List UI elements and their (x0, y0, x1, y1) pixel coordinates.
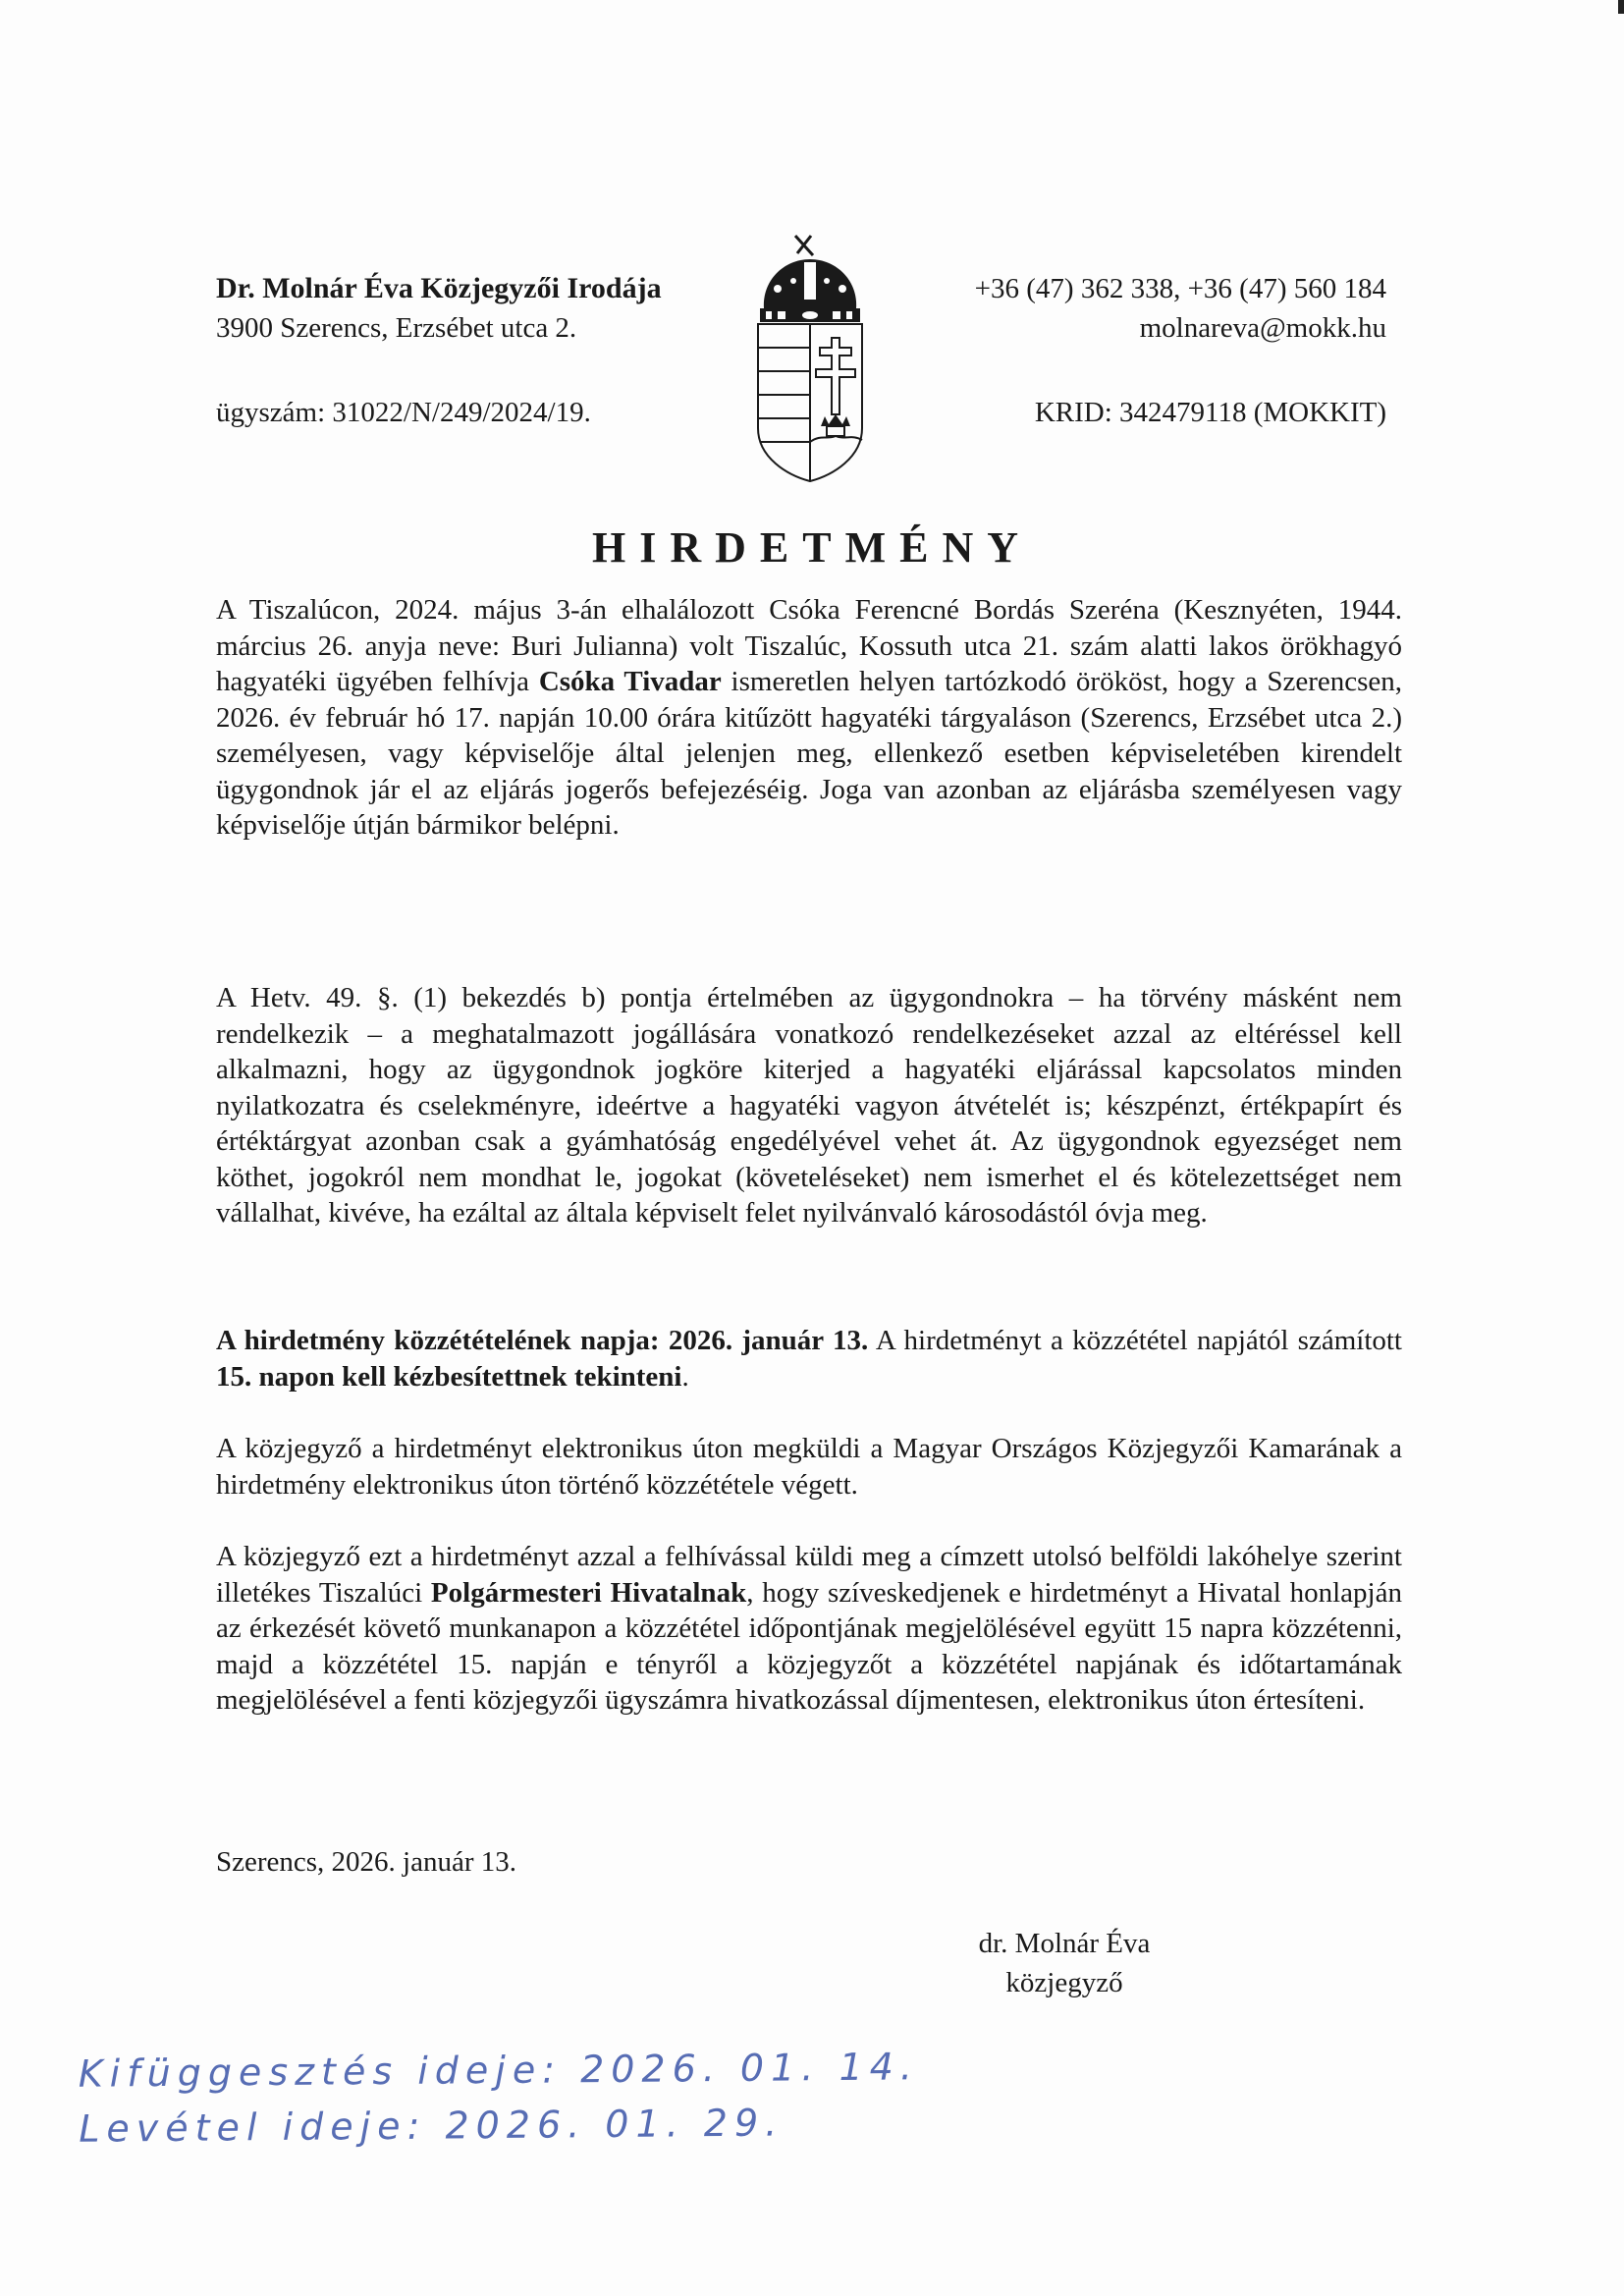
summons-text-part1: A Tiszalúcon, 2024. május 3-án elhalálozott Csóka Ferencné Bordás Szeréna (Kesznyéten, 1944. március 26. anyja neve: Buri Julianna) volt Tiszalúc, Kossuth utca 21. szám alatti lakos örökhagyó hagyatéki ügyében felhívja (216, 594, 1402, 697)
office-address: 3900 Szerencs, Erzsébet utca 2. (216, 312, 577, 344)
summons-paragraph (216, 592, 1402, 844)
signature-block (978, 1924, 1151, 2002)
scan-artifact (1618, 0, 1624, 14)
removal-date-note: Levétel ideje: 2026. 01. 29. (79, 2101, 785, 2151)
contact-block (975, 269, 1386, 432)
mayor-text-part2: , hogy szíveskedjenek e hirdetményt a Hivatal honlapján az érkezését követő munkanapon a közzététel időpontjának megjelölésével együtt 15 napra közzétenni, majd a közzététel 15. napján e tényről a közjegyzőt a közzététel napjának és időtartamának megjelölésével a fenti közjegyzői ügyszámra hivatkozással díjmentesen, elektronikus úton értesíteni. (216, 1576, 1402, 1716)
mayor-text-part1: A közjegyző ezt a hirdetményt azzal a felhívással küldi meg a címzett utolsó belföldi lakóhelye szerint illetékes Tiszalúci (216, 1541, 1402, 1609)
place-and-date: Szerencs, 2026. január 13. (216, 1846, 517, 1878)
signatory-role: közjegyző (1005, 1967, 1123, 1998)
publication-text-part2: . (681, 1360, 689, 1393)
publication-date: A hirdetmény közzétételének napja: 2026. január 13. (216, 1325, 869, 1356)
posting-date-note: Kifüggesztés ideje: 2026. 01. 14. (78, 2045, 920, 2096)
legal-basis-paragraph: A Hetv. 49. §. (1) bekezdés b) pontja értelmében az ügygondnokra – ha törvény másként nem rendelkezik – a meghatalmazott jogállására vonatkozó rendelkezéseket azzal az eltéréssel kell alkalmazni, hogy az ügygondnok jogköre kiterjed a hagyatéki eljárással kapcsolatos minden nyilatkozatra és cselekményre, ideértve a hagyatéki vagyon átvételét is; készpénzt, értékpapírt és értéktárgyat azonban csak a gyámhatóság engedélyével vehet át. Az ügygondnok egyezséget nem köthet, jogokról nem mondhat le, jogokat (követeléseket) nem ismerhet el és kötelezettséget nem vállalhat, kivéve, ha ezáltal az általa képviselt felet nyilvánvaló károsodástól óvja meg. (216, 982, 1402, 1229)
delivery-deadline: 15. napon kell kézbesítettnek tekinteni (216, 1360, 682, 1393)
mayor-office-name: Polgármesteri Hivatalnak (430, 1576, 747, 1609)
mayor-office-paragraph (216, 1539, 1402, 1719)
notary-office-block (216, 269, 662, 428)
handwritten-notes (79, 2039, 920, 2156)
summons-text-part2: ismeretlen helyen tartózkodó örököst, hogy a Szerencsen, 2026. év február hó 17. napján 10.00 órára kitűzött hagyatéki tárgyaláson (Szerencs, Erzsébet utca 2.) személyesen, vagy képviselője által jelenjen meg, ellenkező esetben képviseletében kirendelt ügygondnok jár el az eljárás jogerős befejezéséig. Joga van azonban az eljárásba személyesen vagy képviselője útján bármikor belépni. (216, 666, 1402, 841)
case-number: ügyszám: 31022/N/249/2024/19. (216, 397, 591, 428)
document-title: HIRDETMÉNY (591, 523, 1033, 572)
chamber-notice-paragraph: A közjegyző a hirdetményt elektronikus úton megküldi a Magyar Országos Közjegyzői Kamarának a hirdetmény elektronikus úton történő közzététele végett. (216, 1433, 1402, 1501)
office-name: Dr. Molnár Éva Közjegyzői Irodája (216, 272, 662, 304)
hungarian-coat-of-arms-icon (744, 232, 876, 483)
signatory-name: dr. Molnár Éva (978, 1928, 1151, 1959)
phone-numbers: +36 (47) 362 338, +36 (47) 560 184 (974, 273, 1386, 304)
heir-name: Csóka Tivadar (538, 666, 722, 697)
publication-date-paragraph (216, 1323, 1402, 1394)
publication-text-part1: A hirdetményt a közzététel napjától számított (868, 1325, 1402, 1356)
krid-number: KRID: 342479118 (MOKKIT) (1034, 397, 1386, 428)
email-address: molnareva@mokk.hu (1139, 312, 1386, 344)
